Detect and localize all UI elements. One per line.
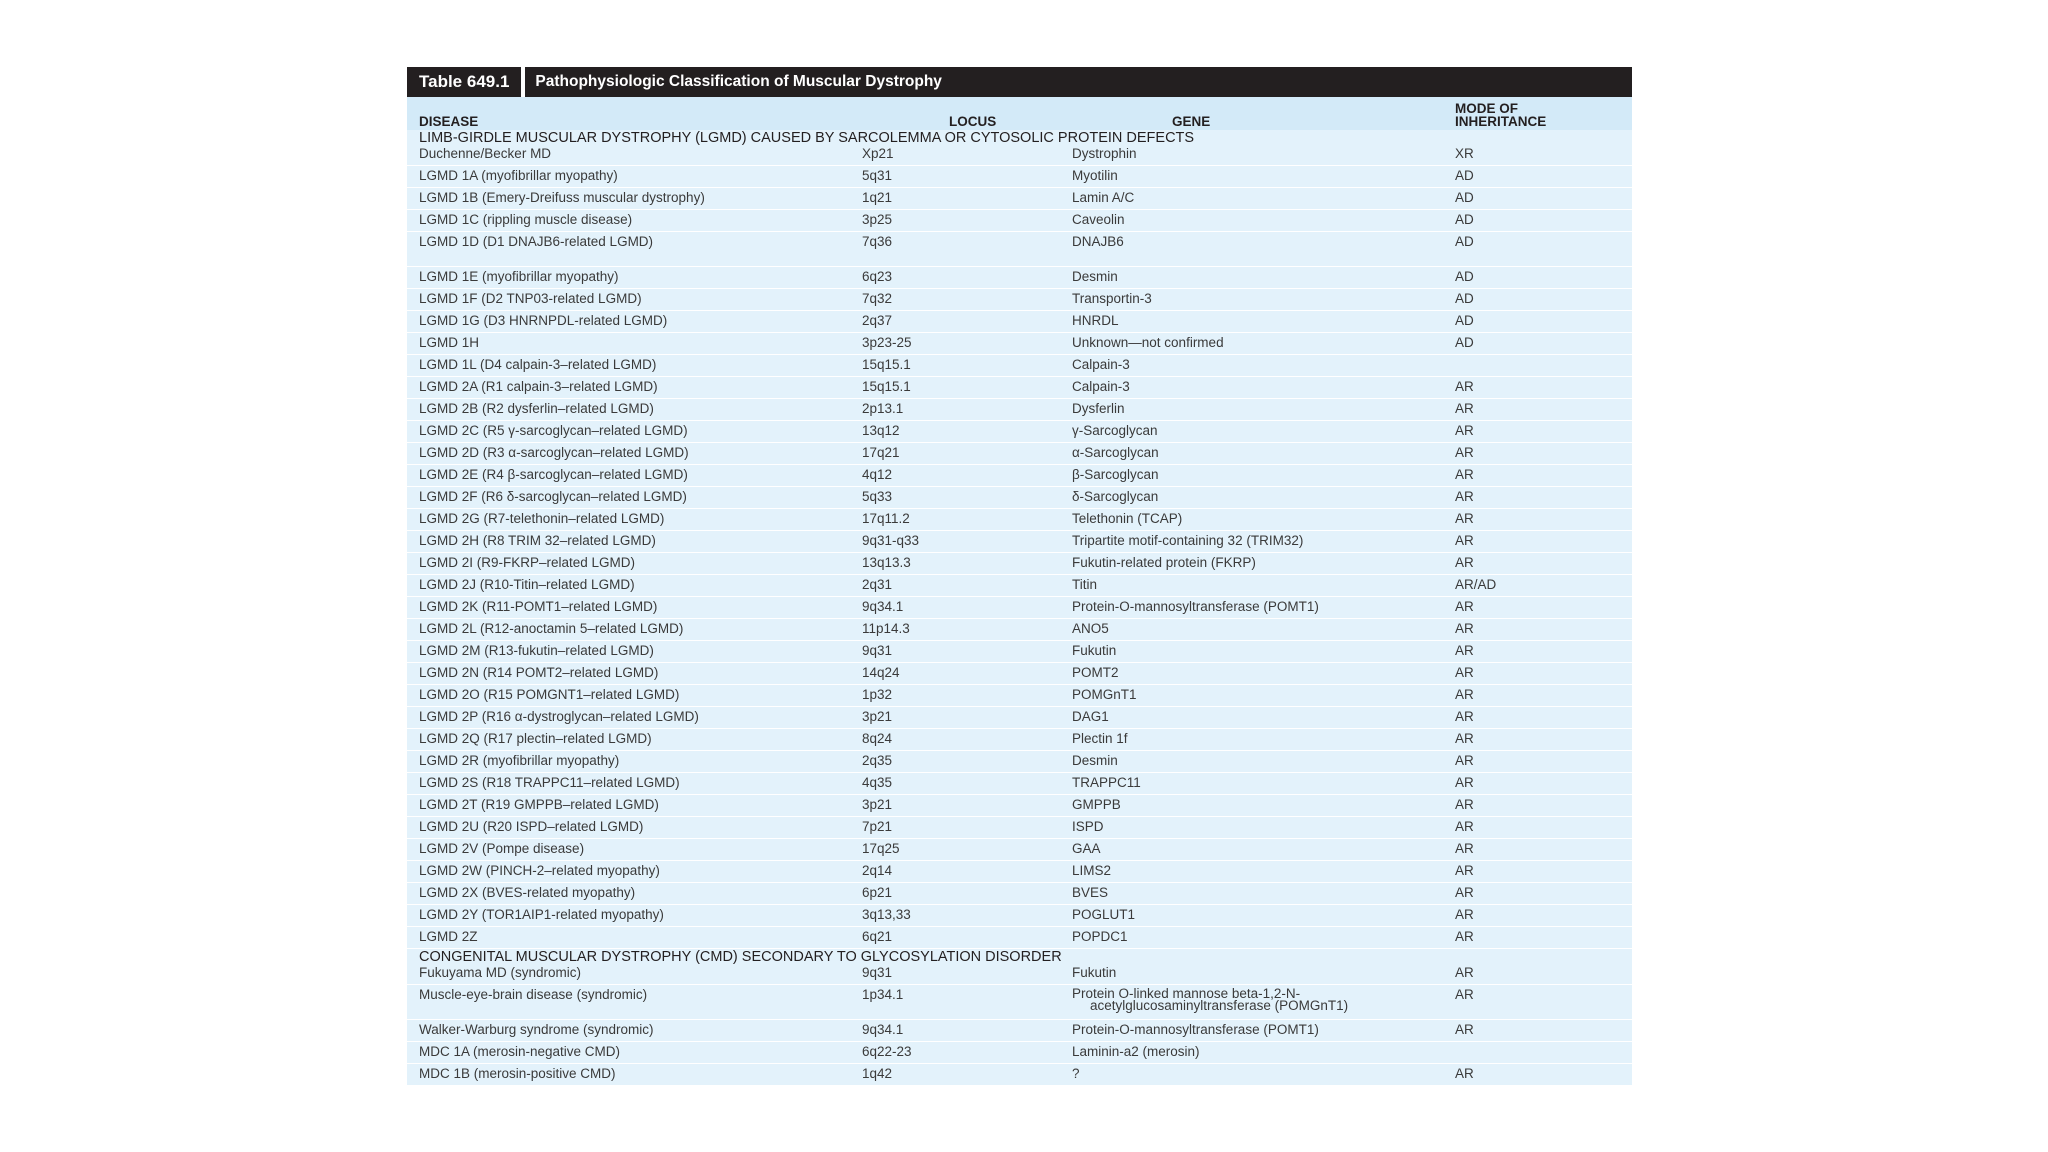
cell-locus: 13q13.3 <box>862 555 911 570</box>
cell-mode: AD <box>1455 313 1474 328</box>
table-row <box>407 509 1632 531</box>
table-row <box>407 377 1632 399</box>
table-row <box>407 663 1632 685</box>
table-row <box>407 465 1632 487</box>
cell-disease: Walker-Warburg syndrome (syndromic) <box>419 1022 654 1037</box>
cell-gene: α-Sarcoglycan <box>1072 445 1159 460</box>
table-row <box>407 166 1632 188</box>
cell-locus: 9q34.1 <box>862 599 904 614</box>
cell-mode: AD <box>1455 212 1474 227</box>
table-row <box>407 267 1632 289</box>
cell-gene-line1: Protein O-linked mannose beta-1,2-N- <box>1072 986 1301 1001</box>
cell-gene: GMPPB <box>1072 797 1121 812</box>
table-row <box>407 1042 1632 1064</box>
cell-mode: AD <box>1455 269 1474 284</box>
cell-disease: LGMD 2B (R2 dysferlin–related LGMD) <box>419 401 654 416</box>
cell-gene: TRAPPC11 <box>1072 775 1141 790</box>
cell-gene: POPDC1 <box>1072 929 1128 944</box>
table-row <box>407 210 1632 232</box>
table-title-bar <box>407 67 1632 97</box>
cell-mode: AR <box>1455 687 1474 702</box>
header-mode <box>1455 102 1632 128</box>
table-row <box>407 333 1632 355</box>
cell-gene: Dysferlin <box>1072 401 1125 416</box>
cell-mode: AR <box>1455 621 1474 636</box>
cell-disease: LGMD 2W (PINCH-2–related myopathy) <box>419 863 660 878</box>
section-rows-lgmd <box>407 147 1632 949</box>
cell-locus: 3p21 <box>862 709 893 724</box>
cell-disease: LGMD 2O (R15 POMGNT1–related LGMD) <box>419 687 680 702</box>
cell-locus: 11p14.3 <box>862 621 910 636</box>
cell-gene: Plectin 1f <box>1072 731 1128 746</box>
cell-locus: 3p21 <box>862 797 893 812</box>
header-locus: LOCUS <box>949 114 997 129</box>
cell-gene: BVES <box>1072 885 1109 900</box>
table-row <box>407 861 1632 883</box>
cell-disease: LGMD 2S (R18 TRAPPC11–related LGMD) <box>419 775 680 790</box>
cell-gene: Fukutin <box>1072 643 1117 658</box>
section-title-cmd: CONGENITAL MUSCULAR DYSTROPHY (CMD) SECONDARY TO GLYCOSYLATION DISORDER <box>419 949 1062 965</box>
cell-mode: AR <box>1455 885 1474 900</box>
cell-disease: LGMD 2M (R13-fukutin–related LGMD) <box>419 643 654 658</box>
cell-mode: AR <box>1455 863 1474 878</box>
table-row <box>407 839 1632 861</box>
cell-locus: 4q35 <box>862 775 893 790</box>
cell-locus: 2q31 <box>862 577 893 592</box>
cell-mode: AR <box>1455 445 1474 460</box>
cell-locus: 8q24 <box>862 731 893 746</box>
cell-mode: AR <box>1455 987 1474 1002</box>
cell-disease: LGMD 1L (D4 calpain-3–related LGMD) <box>419 357 657 372</box>
cell-disease: LGMD 2V (Pompe disease) <box>419 841 585 856</box>
cell-mode: AR <box>1455 907 1474 922</box>
cell-disease: LGMD 2D (R3 α-sarcoglycan–related LGMD) <box>419 445 689 460</box>
cell-locus: 3p23-25 <box>862 335 912 350</box>
table-row <box>407 685 1632 707</box>
cell-locus: 17q21 <box>862 445 900 460</box>
cell-disease: LGMD 1F (D2 TNP03-related LGMD) <box>419 291 642 306</box>
cell-disease: LGMD 2T (R19 GMPPB–related LGMD) <box>419 797 659 812</box>
cell-disease: Muscle-eye-brain disease (syndromic) <box>419 987 648 1002</box>
cell-gene: GAA <box>1072 841 1101 856</box>
cell-gene: POMT2 <box>1072 665 1119 680</box>
cell-mode: AR <box>1455 643 1474 658</box>
cell-mode: AR <box>1455 665 1474 680</box>
cell-gene: POGLUT1 <box>1072 907 1136 922</box>
cell-disease: LGMD 2P (R16 α-dystroglycan–related LGMD) <box>419 709 699 724</box>
cell-locus: 6q23 <box>862 269 893 284</box>
cell-locus: 5q33 <box>862 489 893 504</box>
cell-mode: AR <box>1455 401 1474 416</box>
cell-disease: LGMD 2Y (TOR1AIP1-related myopathy) <box>419 907 664 922</box>
section-rows-cmd <box>407 966 1632 1086</box>
cell-gene: Laminin-a2 (merosin) <box>1072 1044 1200 1059</box>
cell-disease: LGMD 2N (R14 POMT2–related LGMD) <box>419 665 659 680</box>
cell-gene: Desmin <box>1072 269 1118 284</box>
cell-disease: MDC 1A (merosin-negative CMD) <box>419 1044 621 1059</box>
table-row <box>407 421 1632 443</box>
cell-locus: 6q21 <box>862 929 893 944</box>
table-row <box>407 597 1632 619</box>
cell-disease: MDC 1B (merosin-positive CMD) <box>419 1066 616 1081</box>
cell-locus: 17q25 <box>862 841 900 856</box>
cell-gene <box>1072 988 1455 1012</box>
table-row <box>407 817 1632 839</box>
cell-mode: XR <box>1455 146 1474 161</box>
cell-gene: Unknown—not confirmed <box>1072 335 1224 350</box>
cell-gene: Lamin A/C <box>1072 190 1135 205</box>
cell-locus: 15q15.1 <box>862 379 911 394</box>
table-row <box>407 311 1632 333</box>
cell-gene: ANO5 <box>1072 621 1109 636</box>
cell-disease: LGMD 2U (R20 ISPD–related LGMD) <box>419 819 644 834</box>
cell-mode: AR <box>1455 841 1474 856</box>
cell-mode: AR <box>1455 709 1474 724</box>
cell-locus: 13q12 <box>862 423 900 438</box>
cell-disease: LGMD 2K (R11-POMT1–related LGMD) <box>419 599 658 614</box>
cell-locus: 7q32 <box>862 291 893 306</box>
table-row <box>407 443 1632 465</box>
cell-locus: 1q21 <box>862 190 893 205</box>
cell-gene-line2: acetylglucosaminyltransferase (POMGnT1) <box>1090 998 1349 1013</box>
cell-gene: DAG1 <box>1072 709 1109 724</box>
cell-gene: Telethonin (TCAP) <box>1072 511 1183 526</box>
cell-mode: AD <box>1455 168 1474 183</box>
table-row <box>407 531 1632 553</box>
cell-disease: Fukuyama MD (syndromic) <box>419 965 582 980</box>
cell-mode: AR <box>1455 965 1474 980</box>
table-row <box>407 1020 1632 1042</box>
cell-locus: 2q14 <box>862 863 893 878</box>
cell-disease: LGMD 1E (myofibrillar myopathy) <box>419 269 619 284</box>
header-mode-line1: MODE OF <box>1455 101 1518 116</box>
cell-disease: LGMD 2E (R4 β-sarcoglycan–related LGMD) <box>419 467 688 482</box>
cell-locus: 2p13.1 <box>862 401 904 416</box>
cell-disease: LGMD 2F (R6 δ-sarcoglycan–related LGMD) <box>419 489 687 504</box>
cell-locus: 2q35 <box>862 753 893 768</box>
cell-mode: AR <box>1455 379 1474 394</box>
table-row <box>407 575 1632 597</box>
cell-mode: AR <box>1455 511 1474 526</box>
classification-table <box>407 67 1632 1086</box>
table-row <box>407 188 1632 210</box>
cell-mode: AR <box>1455 467 1474 482</box>
table-row <box>407 641 1632 663</box>
cell-locus: 9q34.1 <box>862 1022 904 1037</box>
table-body <box>407 97 1632 1086</box>
cell-mode: AR <box>1455 731 1474 746</box>
cell-locus: 3q13,33 <box>862 907 911 922</box>
cell-disease: LGMD 1C (rippling muscle disease) <box>419 212 633 227</box>
table-row <box>407 966 1632 985</box>
cell-disease: LGMD 2G (R7-telethonin–related LGMD) <box>419 511 665 526</box>
cell-locus: 14q24 <box>862 665 900 680</box>
cell-mode: AD <box>1455 234 1474 249</box>
header-disease: DISEASE <box>419 114 479 129</box>
cell-gene: Dystrophin <box>1072 146 1137 161</box>
cell-gene: γ-Sarcoglycan <box>1072 423 1158 438</box>
table-number: Table 649.1 <box>407 67 525 97</box>
cell-gene: Calpain-3 <box>1072 379 1130 394</box>
cell-locus: 15q15.1 <box>862 357 911 372</box>
cell-gene: Tripartite motif-containing 32 (TRIM32) <box>1072 533 1304 548</box>
table-row <box>407 985 1632 1020</box>
cell-locus: 3p25 <box>862 212 893 227</box>
table-row <box>407 751 1632 773</box>
cell-disease: LGMD 1A (myofibrillar myopathy) <box>419 168 618 183</box>
table-row <box>407 289 1632 311</box>
cell-disease: LGMD 2Z <box>419 929 478 944</box>
cell-gene: Transportin-3 <box>1072 291 1152 306</box>
cell-mode: AD <box>1455 335 1474 350</box>
table-row <box>407 927 1632 949</box>
cell-locus: 6p21 <box>862 885 893 900</box>
cell-gene: Fukutin-related protein (FKRP) <box>1072 555 1256 570</box>
table-header-row <box>407 97 1632 130</box>
cell-mode: AR <box>1455 775 1474 790</box>
cell-mode: AD <box>1455 190 1474 205</box>
table-row <box>407 619 1632 641</box>
cell-gene: HNRDL <box>1072 313 1119 328</box>
cell-mode: AR <box>1455 1022 1474 1037</box>
cell-gene: Desmin <box>1072 753 1118 768</box>
cell-gene: Calpain-3 <box>1072 357 1130 372</box>
cell-locus: 6q22-23 <box>862 1044 912 1059</box>
cell-locus: Xp21 <box>862 146 894 161</box>
table-row <box>407 729 1632 751</box>
cell-mode: AR <box>1455 797 1474 812</box>
cell-disease: LGMD 2C (R5 γ-sarcoglycan–related LGMD) <box>419 423 688 438</box>
cell-mode: AR <box>1455 555 1474 570</box>
cell-gene: ? <box>1072 1066 1080 1081</box>
cell-disease: LGMD 2I (R9-FKRP–related LGMD) <box>419 555 636 570</box>
cell-locus: 9q31 <box>862 643 893 658</box>
table-row <box>407 1064 1632 1086</box>
cell-disease: LGMD 2H (R8 TRIM 32–related LGMD) <box>419 533 656 548</box>
cell-mode: AR <box>1455 929 1474 944</box>
table-row <box>407 773 1632 795</box>
cell-locus: 4q12 <box>862 467 893 482</box>
cell-gene: Caveolin <box>1072 212 1125 227</box>
cell-gene: ISPD <box>1072 819 1104 834</box>
table-row <box>407 905 1632 927</box>
cell-gene: Protein-O-mannosyltransferase (POMT1) <box>1072 1022 1319 1037</box>
cell-mode: AR/AD <box>1455 577 1497 592</box>
section-title-lgmd: LIMB-GIRDLE MUSCULAR DYSTROPHY (LGMD) CAUSED BY SARCOLEMMA OR CYTOSOLIC PROTEIN DEFECTS <box>419 130 1195 146</box>
cell-gene: δ-Sarcoglycan <box>1072 489 1159 504</box>
cell-mode: AD <box>1455 291 1474 306</box>
cell-disease: LGMD 2X (BVES-related myopathy) <box>419 885 636 900</box>
cell-locus: 1p34.1 <box>862 987 904 1002</box>
cell-locus: 17q11.2 <box>862 511 910 526</box>
table-row <box>407 399 1632 421</box>
cell-gene: Myotilin <box>1072 168 1118 183</box>
cell-mode: AR <box>1455 1066 1474 1081</box>
header-mode-line2: INHERITANCE <box>1455 114 1547 129</box>
cell-locus: 9q31 <box>862 965 893 980</box>
cell-locus: 1p32 <box>862 687 893 702</box>
table-title: Pathophysiologic Classification of Muscular Dystrophy <box>535 73 942 90</box>
cell-gene: β-Sarcoglycan <box>1072 467 1159 482</box>
cell-disease: LGMD 2A (R1 calpain-3–related LGMD) <box>419 379 658 394</box>
cell-gene: Titin <box>1072 577 1098 592</box>
cell-locus: 9q31-q33 <box>862 533 920 548</box>
cell-gene: Fukutin <box>1072 965 1117 980</box>
cell-mode: AR <box>1455 599 1474 614</box>
cell-mode: AR <box>1455 489 1474 504</box>
cell-mode: AR <box>1455 533 1474 548</box>
cell-disease: LGMD 1G (D3 HNRNPDL-related LGMD) <box>419 313 668 328</box>
table-row <box>407 553 1632 575</box>
cell-gene: POMGnT1 <box>1072 687 1137 702</box>
cell-gene: Protein-O-mannosyltransferase (POMT1) <box>1072 599 1319 614</box>
cell-mode: AR <box>1455 753 1474 768</box>
table-row <box>407 232 1632 267</box>
cell-disease: LGMD 2J (R10-Titin–related LGMD) <box>419 577 635 592</box>
table-row <box>407 147 1632 166</box>
cell-gene: LIMS2 <box>1072 863 1112 878</box>
table-row <box>407 487 1632 509</box>
table-row <box>407 883 1632 905</box>
cell-disease: LGMD 1H <box>419 335 480 350</box>
cell-locus: 7q36 <box>862 234 893 249</box>
cell-gene: DNAJB6 <box>1072 234 1124 249</box>
cell-disease: LGMD 2Q (R17 plectin–related LGMD) <box>419 731 652 746</box>
table-row <box>407 707 1632 729</box>
cell-locus: 2q37 <box>862 313 893 328</box>
cell-mode: AR <box>1455 423 1474 438</box>
cell-disease: Duchenne/Becker MD <box>419 146 552 161</box>
table-row <box>407 355 1632 377</box>
cell-disease: LGMD 2L (R12-anoctamin 5–related LGMD) <box>419 621 684 636</box>
cell-disease: LGMD 2R (myofibrillar myopathy) <box>419 753 620 768</box>
header-gene: GENE <box>1172 114 1211 129</box>
cell-disease: LGMD 1B (Emery-Dreifuss muscular dystrophy) <box>419 190 705 205</box>
cell-disease: LGMD 1D (D1 DNAJB6-related LGMD) <box>419 234 654 249</box>
cell-locus: 7p21 <box>862 819 893 834</box>
cell-locus: 1q42 <box>862 1066 893 1081</box>
cell-mode: AR <box>1455 819 1474 834</box>
cell-locus: 5q31 <box>862 168 893 183</box>
table-row <box>407 795 1632 817</box>
